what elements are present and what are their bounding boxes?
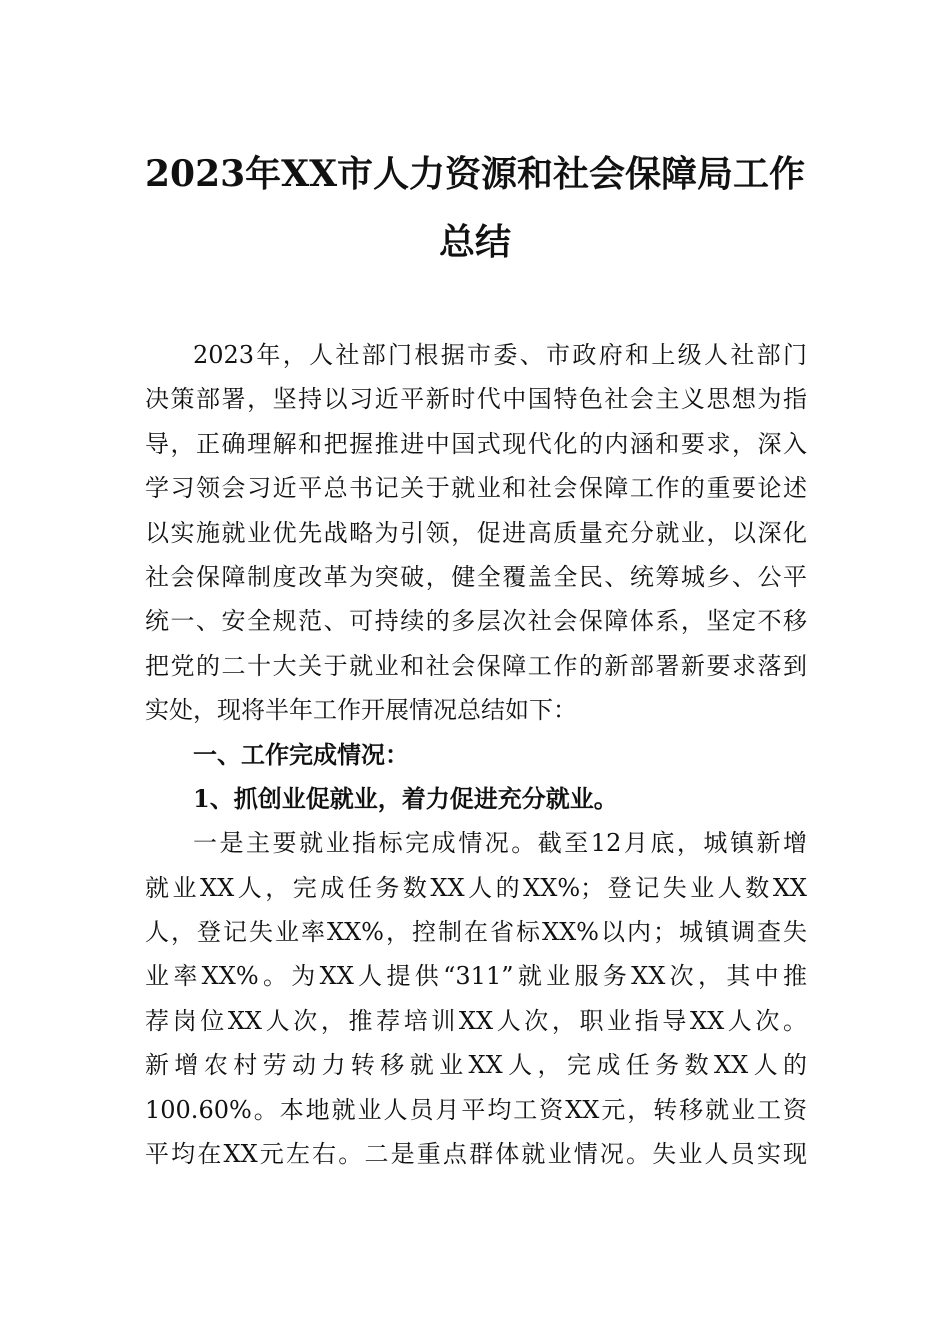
- intro-paragraph-line: 导，正确理解和把握推进中国式现代化的内涵和要求，深入: [145, 429, 807, 458]
- detail-paragraph-line: 就业XX人，完成任务数XX人的XX%；登记失业人数XX: [145, 873, 807, 902]
- intro-paragraph-line: 社会保障制度改革为突破，健全覆盖全民、统筹城乡、公平: [145, 562, 807, 591]
- detail-paragraph-line: 荐岗位XX人次，推荐培训XX人次，职业指导XX人次。: [145, 1006, 807, 1035]
- detail-paragraph-line: 人，登记失业率XX%，控制在省标XX%以内；城镇调查失: [145, 918, 807, 947]
- document-body: [145, 333, 807, 1176]
- intro-paragraph-line: 学习领会习近平总书记关于就业和社会保障工作的重要论述: [145, 474, 807, 503]
- document-title-line-1: 2023年XX市人力资源和社会保障局工作: [144, 153, 806, 195]
- detail-paragraph-line: 业率XX%。为XX人提供“311”就业服务XX次，其中推: [145, 962, 807, 991]
- document-title-line-2: 总结: [438, 221, 511, 263]
- detail-paragraph-line: 100.60%。本地就业人员月平均工资XX元，转移就业工资: [145, 1095, 807, 1124]
- intro-paragraph-line: 实处，现将半年工作开展情况总结如下：: [145, 696, 577, 725]
- detail-paragraph-line: 平均在XX元左右。二是重点群体就业情况。失业人员实现: [145, 1140, 807, 1169]
- intro-paragraph-line: 以实施就业优先战略为引领，促进高质量充分就业，以深化: [145, 518, 807, 547]
- intro-paragraph-line: 把党的二十大关于就业和社会保障工作的新部署新要求落到: [145, 651, 807, 680]
- intro-paragraph-line: 2023年，人社部门根据市委、市政府和上级人社部门: [193, 341, 807, 369]
- detail-paragraph-line: 新增农村劳动力转移就业XX人，完成任务数XX人的: [145, 1051, 807, 1080]
- subsection-heading: 1、抓创业促就业，着力促进充分就业。: [193, 783, 618, 813]
- detail-paragraph-line: 一是主要就业指标完成情况。截至12月底，城镇新增: [193, 829, 807, 858]
- intro-paragraph-line: 决策部署，坚持以习近平新时代中国特色社会主义思想为指: [145, 385, 807, 414]
- section-heading: 一、工作完成情况：: [193, 739, 409, 769]
- intro-paragraph-line: 统一、安全规范、可持续的多层次社会保障体系，坚定不移: [145, 607, 807, 636]
